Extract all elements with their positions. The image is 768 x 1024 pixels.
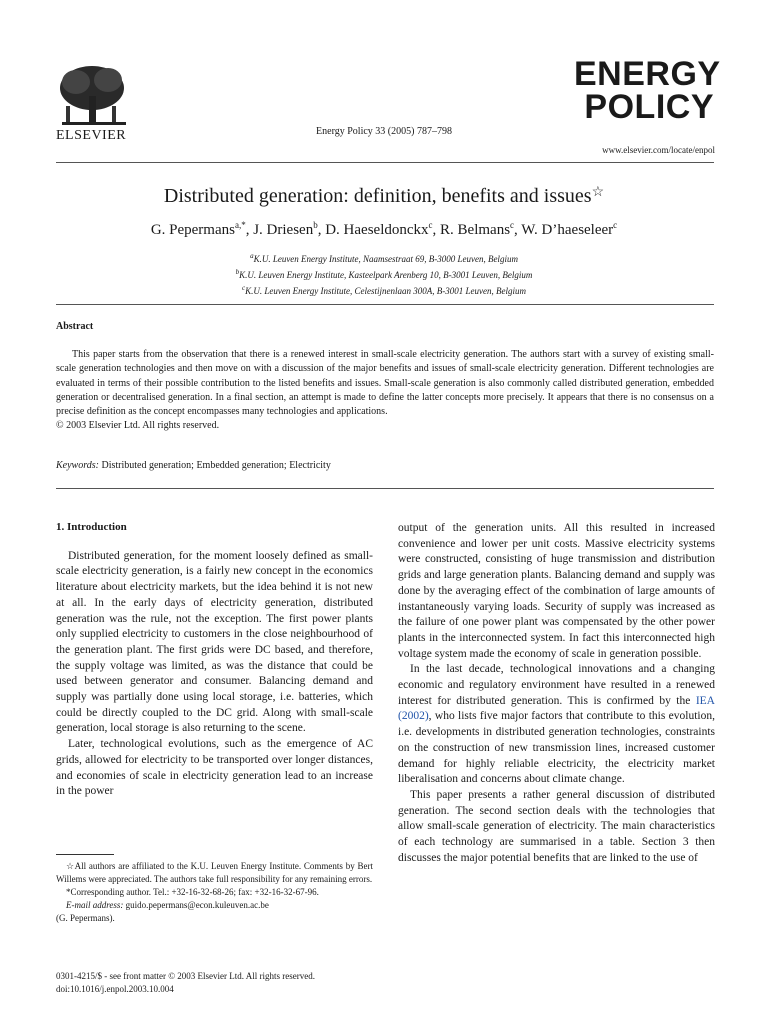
footnote-divider <box>56 854 114 855</box>
affiliation-text: K.U. Leuven Energy Institute, Celestijnenlaan 300A, B-3001 Leuven, Belgium <box>245 286 526 296</box>
publisher-name: ELSEVIER <box>56 128 127 143</box>
issn-line: 0301-4215/$ - see front matter © 2003 Elsevier Ltd. All rights reserved. <box>56 971 316 981</box>
abstract-divider <box>56 488 714 489</box>
affiliation-mark: b <box>235 268 240 276</box>
author-name: J. Driesen <box>253 222 314 238</box>
author-affiliation-mark: c <box>428 220 433 230</box>
keywords-label: Keywords: <box>56 460 99 471</box>
right-column <box>398 521 715 866</box>
intro-paragraph-1: Distributed generation, for the moment loosely defined as small-scale electricity generation, is a fairly new concept in the economics literature about electricity markets, but the idea behind it is not new at all. In the early days of electricity generation, distributed generation was the rule, not the exception. The first power plants only supplied electricity to customers in the close neighbourhood of the generation plant. The first grids were DC based, and therefore, the supply voltage was limited, as was the distance that could be used between generator and consumer. Balancing demand and supply was partially done using local storage, i.e. batteries, which could be directly coupled to the DC grid. Along with small-scale generation, local storage is also returning to the scene. <box>56 549 373 735</box>
author-name: G. Pepermans <box>150 222 235 238</box>
abstract-copyright: © 2003 Elsevier Ltd. All rights reserved. <box>56 420 220 432</box>
author-separator: , <box>514 222 522 238</box>
author-name: R. Belmans <box>440 222 511 238</box>
author-affiliation-mark: b <box>313 220 318 230</box>
intro-paragraph-2-cont: output of the generation units. All this resulted in increased convenience and lower per unit costs. Massive electricity systems were constructed, consisting of huge transmission and distribution grids and large generation plants. Balancing demand and supply was done by the averaging effect of the combination of large amounts of instantaneously varying loads. Security of supply was increased as the failure of one power plant was compensated by the other power plants in the interconnected system. In fact this interconnected high voltage system made the economy of scale in generation possible. <box>398 522 715 660</box>
doi-line[interactable]: doi:10.1016/j.enpol.2003.10.004 <box>56 984 174 994</box>
author-list <box>0 220 768 239</box>
elsevier-tree-logo <box>56 62 132 132</box>
page-footer <box>56 970 315 996</box>
section-heading: 1. Introduction <box>56 521 127 533</box>
journal-title-line1: ENERGY <box>574 55 721 93</box>
title-divider <box>56 304 714 305</box>
author-name: D. Haeseldonckx <box>325 222 429 238</box>
email-label: E-mail address: <box>66 900 124 910</box>
author-separator: , <box>432 222 441 238</box>
affiliation-line <box>0 266 768 282</box>
affiliation-text: K.U. Leuven Energy Institute, Naamsestraat 69, B-3000 Leuven, Belgium <box>253 254 518 264</box>
abstract-heading: Abstract <box>56 321 94 332</box>
iea-citation-link[interactable]: IEA (2002) <box>398 694 715 723</box>
intro-paragraph-4: This paper presents a rather general discussion of distributed generation. The second section deals with the technologies that allow small-scale generation of electricity. The main characteristics of each technology are summarised in a table. Section 3 then discusses the major potential benefits that are linked to the use of <box>398 788 715 864</box>
intro-paragraph-3 <box>398 662 715 788</box>
author-affiliation-mark: c <box>510 220 515 230</box>
journal-title <box>574 55 721 126</box>
email-address[interactable]: guido.pepermans@econ.kuleuven.ac.be <box>125 900 269 910</box>
left-column <box>56 520 373 800</box>
author-name: W. D’haeseleer <box>521 222 614 238</box>
email-owner: (G. Pepermans). <box>56 913 115 923</box>
affiliation-mark: a <box>250 252 254 260</box>
journal-url[interactable]: www.elsevier.com/locate/enpol <box>602 145 715 155</box>
author-separator: , <box>317 222 326 238</box>
affiliation-line <box>0 282 768 298</box>
affiliation-text: K.U. Leuven Energy Institute, Kasteelpark Arenberg 10, B-3001 Leuven, Belgium <box>239 270 533 280</box>
article-title-block <box>0 184 768 208</box>
affiliation-mark: c <box>242 284 246 292</box>
abstract-text <box>56 348 714 434</box>
footnote-corresponding: *Corresponding author. Tel.: +32-16-32-68-26; fax: +32-16-32-67-96. <box>66 887 319 897</box>
journal-reference: Energy Policy 33 (2005) 787–798 <box>316 126 452 137</box>
footnote-email <box>56 899 373 912</box>
article-title: Distributed generation: definition, benefits and issues <box>163 185 592 207</box>
header-divider <box>56 162 714 163</box>
para3-text-before: In the last decade, technological innovations and a changing economic and regulatory environment have resulted in a renewed interest for distributed generation. This is confirmed by the <box>398 663 715 707</box>
keywords-value: Distributed generation; Embedded generation; Electricity <box>101 460 331 471</box>
affiliation-list <box>0 250 768 298</box>
footnotes <box>56 860 373 925</box>
journal-title-line2: POLICY <box>584 88 714 126</box>
author-affiliation-mark: c <box>613 220 618 230</box>
footnote-authors: ☆All authors are affiliated to the K.U. Leuven Energy Institute. Comments by Bert Willems were appreciated. The authors take full responsibility for any remaining errors. <box>56 861 373 884</box>
affiliation-line <box>0 250 768 266</box>
keywords-line <box>56 460 331 471</box>
author-separator: , <box>245 222 254 238</box>
abstract-body: This paper starts from the observation that there is a renewed interest in small-scale electricity generation. The authors start with a survey of existing small-scale generation technologies and then move on with a discussion of the major benefits and issues of small-scale electricity generation. Different technologies are evaluated in terms of their possible contribution to the listed benefits and issues. Small-scale generation is also commonly called distributed generation, embedded generation or decentralised generation. In a final section, an attempt is made to define the latter concepts more precisely. It appears that there is no consensus on a precise definition as the concept encompasses many technologies and applications. <box>56 349 714 418</box>
author-affiliation-mark: a,* <box>234 220 246 230</box>
title-footnote-mark: ☆ <box>591 185 605 200</box>
para3-text-after: , who lists five major factors that contribute to this evolution, i.e. developments in distributed generation technologies, constraints on the construction of new transmission lines, increased customer demand for highly reliable electricity, the electricity market liberalisation and concerns about climate change. <box>398 710 715 786</box>
intro-paragraph-2: Later, technological evolutions, such as the emergence of AC grids, allowed for electricity to be transported over longer distances, and economies of scale in electricity generation lead to an increase in the power <box>56 738 373 798</box>
